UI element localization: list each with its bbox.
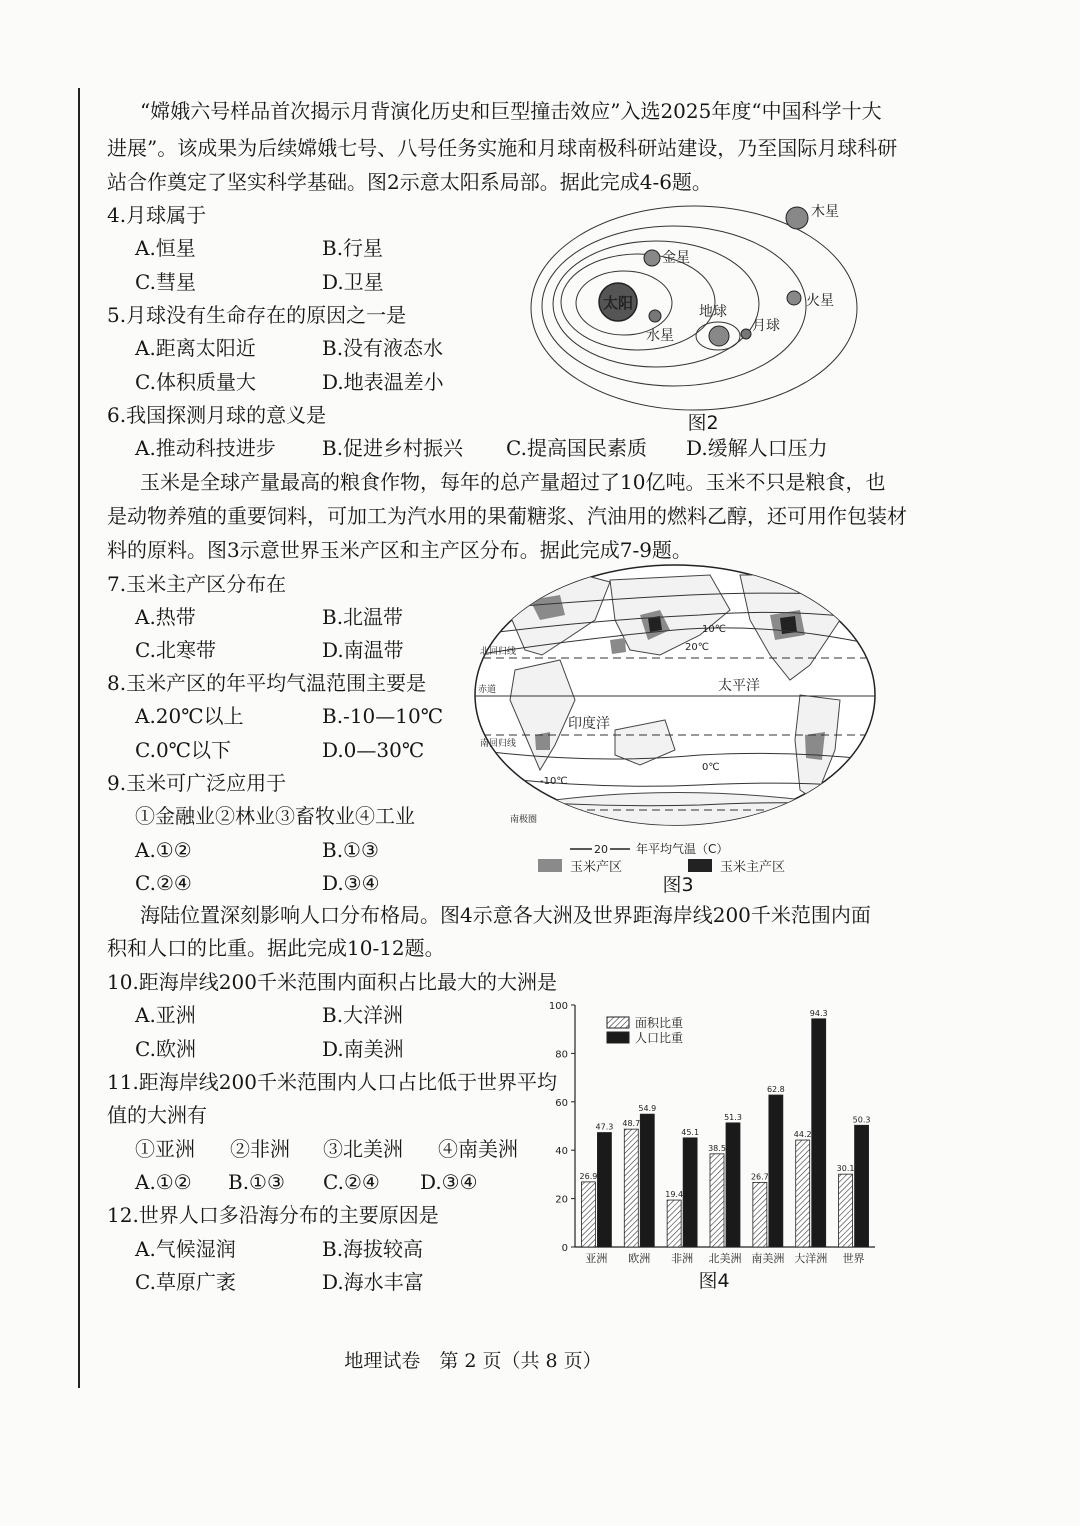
- q8-stem: 8.玉米产区的年平均气温范围主要是: [107, 671, 427, 695]
- bar-population: [812, 1019, 826, 1247]
- q10-option-d[interactable]: D.南美洲: [322, 1037, 404, 1061]
- bar-population: [683, 1138, 697, 1247]
- legend-isotherm-text: 年平均气温（C）: [636, 842, 729, 856]
- q5-stem: 5.月球没有生命存在的原因之一是: [107, 303, 407, 327]
- legend-maize-area-text: 玉米产区: [570, 860, 623, 875]
- figure2-caption: 图2: [687, 412, 719, 434]
- bar-value-label: 50.3: [852, 1115, 871, 1125]
- jupiter-label: 木星: [811, 204, 839, 220]
- bar-area: [667, 1200, 681, 1247]
- earth-icon: [709, 326, 729, 346]
- figure2-solar-system: [528, 190, 880, 420]
- bar-area: [710, 1154, 724, 1247]
- q4-option-a[interactable]: A.恒星: [135, 236, 196, 260]
- bar-value-label: 38.5: [708, 1143, 726, 1153]
- q10-option-c[interactable]: C.欧洲: [135, 1037, 196, 1061]
- legend-maize-main-swatch: [688, 859, 712, 872]
- legend-population-swatch: [607, 1032, 629, 1043]
- venus-label: 金星: [662, 250, 690, 266]
- q4-option-d[interactable]: D.卫星: [322, 270, 384, 294]
- moon-label: 月球: [752, 318, 780, 334]
- maize-main-china: [648, 616, 662, 632]
- passage3-line1: 海陆位置深刻影响人口分布格局。图4示意各大洲及世界距海岸线200千米范围内面: [140, 903, 871, 927]
- antarctica-landmass: [490, 793, 870, 831]
- bar-value-label: 26.9: [579, 1171, 598, 1181]
- figure3-world-maize-map: [470, 560, 880, 900]
- q9-option-d[interactable]: D.③④: [322, 871, 380, 895]
- mars-label: 火星: [806, 293, 834, 309]
- venus-icon: [644, 250, 660, 266]
- legend-area-label: 面积比重: [635, 1016, 684, 1030]
- q10-option-b[interactable]: B.大洋洲: [322, 1003, 404, 1027]
- figure4-bar-chart: [545, 995, 880, 1270]
- q5-option-d[interactable]: D.地表温差小: [322, 370, 444, 394]
- isotherm-label-10c: 10℃: [702, 624, 726, 635]
- q11-option-a[interactable]: A.①②: [135, 1170, 192, 1194]
- q12-option-c[interactable]: C.草原广袤: [135, 1270, 236, 1294]
- bar-population: [597, 1133, 611, 1247]
- legend-isotherm-value: 20: [594, 843, 608, 856]
- legend-maize-area-swatch: [538, 859, 562, 872]
- legend-maize-main-text: 玉米主产区: [720, 860, 786, 875]
- label-north-tropic: 北回归线: [480, 647, 517, 657]
- x-category-label: 北美洲: [708, 1252, 742, 1265]
- q11-item-4: ④南美洲: [438, 1137, 518, 1161]
- passage2-line3: 料的原料。图3示意世界玉米产区和主产区分布。据此完成7-9题。: [107, 538, 692, 562]
- jupiter-icon: [786, 207, 808, 229]
- q12-stem: 12.世界人口多沿海分布的主要原因是: [107, 1203, 439, 1227]
- venus-orbit: [561, 254, 715, 350]
- isotherm-label-0c: 0℃: [702, 762, 720, 773]
- q11-item-1: ①亚洲: [135, 1137, 195, 1161]
- q11-option-c[interactable]: C.②④: [323, 1170, 380, 1194]
- y-tick-label: 20: [555, 1194, 568, 1206]
- passage1-line3: 站合作奠定了坚实科学基础。图2示意太阳系局部。据此完成4-6题。: [107, 170, 712, 194]
- q12-option-a[interactable]: A.气候湿润: [135, 1237, 236, 1261]
- bar-area: [753, 1182, 767, 1247]
- label-pacific: 太平洋: [718, 678, 760, 694]
- maize-area-south-america: [805, 732, 825, 760]
- q8-option-a[interactable]: A.20℃以上: [135, 704, 244, 728]
- passage2-line2: 是动物养殖的重要饲料，可加工为汽水用的果葡糖浆、汽油用的燃料乙醇，还可用作包装材: [107, 504, 907, 528]
- q7-stem: 7.玉米主产区分布在: [107, 572, 287, 596]
- figure4-caption: 图4: [698, 1270, 730, 1292]
- label-indian-ocean: 印度洋: [568, 716, 610, 732]
- q5-option-c[interactable]: C.体积质量大: [135, 370, 256, 394]
- figure3-caption: 图3: [662, 874, 694, 896]
- q7-option-a[interactable]: A.热带: [135, 605, 196, 629]
- legend-area-swatch: [607, 1017, 629, 1028]
- x-category-label: 世界: [842, 1252, 865, 1265]
- bar-value-label: 30.1: [836, 1164, 855, 1174]
- maize-area-south-asia: [610, 638, 626, 654]
- q8-option-c[interactable]: C.0℃以下: [135, 738, 232, 762]
- q6-option-a[interactable]: A.推动科技进步: [135, 436, 276, 460]
- passage2-line1: 玉米是全球产量最高的粮食作物，每年的总产量超过了10亿吨。玉米不只是粮食，也: [140, 470, 886, 494]
- bar-area: [796, 1140, 810, 1247]
- mercury-icon: [649, 310, 661, 322]
- q7-option-d[interactable]: D.南温带: [322, 638, 404, 662]
- q5-option-a[interactable]: A.距离太阳近: [135, 336, 256, 360]
- bar-value-label: 44.2: [793, 1130, 812, 1140]
- bar-population: [855, 1125, 869, 1247]
- x-category-label: 大洋洲: [794, 1252, 828, 1265]
- bar-value-label: 26.7: [750, 1172, 769, 1182]
- passage1-line2: 进展”。该成果为后续嫦娥七号、八号任务实施和月球南极科研站建设，乃至国际月球科研: [107, 136, 898, 160]
- earth-label: 地球: [699, 304, 727, 320]
- q12-option-d[interactable]: D.海水丰富: [322, 1270, 424, 1294]
- q7-option-c[interactable]: C.北寒带: [135, 638, 216, 662]
- q9-stem: 9.玉米可广泛应用于: [107, 771, 287, 795]
- q9-option-a[interactable]: A.①②: [135, 838, 192, 862]
- bar-population: [640, 1114, 654, 1247]
- bar-area: [839, 1174, 853, 1247]
- page-footer: 地理试卷 第 2 页（共 8 页）: [344, 1350, 602, 1372]
- moon-icon: [741, 329, 751, 339]
- bar-area: [624, 1129, 638, 1247]
- q6-stem: 6.我国探测月球的意义是: [107, 403, 327, 427]
- y-tick-label: 80: [555, 1049, 568, 1061]
- binding-margin-line: [78, 88, 80, 1388]
- passage1-line1: “嫦娥六号样品首次揭示月背演化历史和巨型撞击效应”入选2025年度“中国科学十大: [140, 99, 882, 123]
- q6-option-b[interactable]: B.促进乡村振兴: [322, 436, 464, 460]
- q9-option-c[interactable]: C.②④: [135, 871, 192, 895]
- bar-area: [581, 1182, 595, 1247]
- q11-option-b[interactable]: B.①③: [228, 1170, 285, 1194]
- q6-option-d[interactable]: D.缓解人口压力: [686, 436, 828, 460]
- mercury-label: 水星: [646, 328, 674, 344]
- q4-option-c[interactable]: C.彗星: [135, 270, 196, 294]
- passage3-line2: 积和人口的比重。据此完成10-12题。: [107, 936, 445, 960]
- label-antarctic-circle: 南极圈: [510, 815, 538, 825]
- x-category-label: 非洲: [671, 1252, 694, 1265]
- q4-option-b[interactable]: B.行星: [322, 236, 384, 260]
- q9-option-b[interactable]: B.①③: [322, 838, 379, 862]
- q7-option-b[interactable]: B.北温带: [322, 605, 404, 629]
- label-south-tropic: 南回归线: [480, 739, 517, 749]
- bar-value-label: 54.9: [638, 1104, 657, 1114]
- x-category-label: 南美洲: [751, 1252, 785, 1265]
- y-tick-label: 40: [555, 1146, 568, 1158]
- legend-population-label: 人口比重: [635, 1031, 684, 1045]
- q11-option-d[interactable]: D.③④: [420, 1170, 478, 1194]
- y-tick-label: 0: [561, 1243, 568, 1254]
- q8-option-d[interactable]: D.0—30℃: [322, 738, 425, 762]
- q11-stem-line1: 11.距海岸线200千米范围内人口占比低于世界平均: [107, 1070, 557, 1094]
- isotherm-label-neg10c: -10℃: [540, 776, 568, 787]
- bar-population: [726, 1123, 740, 1247]
- q5-option-b[interactable]: B.没有液态水: [322, 336, 444, 360]
- bar-value-label: 45.1: [681, 1127, 700, 1137]
- bar-value-label: 51.3: [724, 1112, 742, 1122]
- q10-stem: 10.距海岸线200千米范围内面积占比最大的大洲是: [107, 970, 557, 994]
- bar-value-label: 94.3: [809, 1008, 828, 1018]
- q10-option-a[interactable]: A.亚洲: [135, 1003, 196, 1027]
- x-category-label: 亚洲: [585, 1252, 608, 1265]
- bar-population: [769, 1095, 783, 1247]
- q11-item-3: ③北美洲: [323, 1137, 403, 1161]
- sun-label: 太阳: [602, 294, 634, 312]
- bar-value-label: 19.4: [665, 1190, 684, 1200]
- q8-option-b[interactable]: B.-10—10℃: [322, 704, 444, 728]
- q11-stem-line2: 值的大洲有: [107, 1103, 207, 1127]
- x-category-label: 欧洲: [628, 1252, 651, 1265]
- q9-items: ①金融业②林业③畜牧业④工业: [135, 804, 415, 828]
- isotherm-label-20c: 20℃: [685, 642, 709, 653]
- y-tick-label: 60: [555, 1097, 568, 1109]
- q12-option-b[interactable]: B.海拔较高: [322, 1237, 424, 1261]
- q6-option-c[interactable]: C.提高国民素质: [506, 436, 647, 460]
- q4-stem: 4.月球属于: [107, 203, 207, 227]
- y-tick-label: 100: [548, 1001, 568, 1012]
- bar-value-label: 48.7: [622, 1119, 641, 1129]
- q11-item-2: ②非洲: [230, 1137, 290, 1161]
- mars-icon: [787, 291, 801, 305]
- bar-value-label: 62.8: [766, 1085, 785, 1095]
- bar-value-label: 47.3: [595, 1122, 614, 1132]
- label-equator: 赤道: [478, 685, 497, 695]
